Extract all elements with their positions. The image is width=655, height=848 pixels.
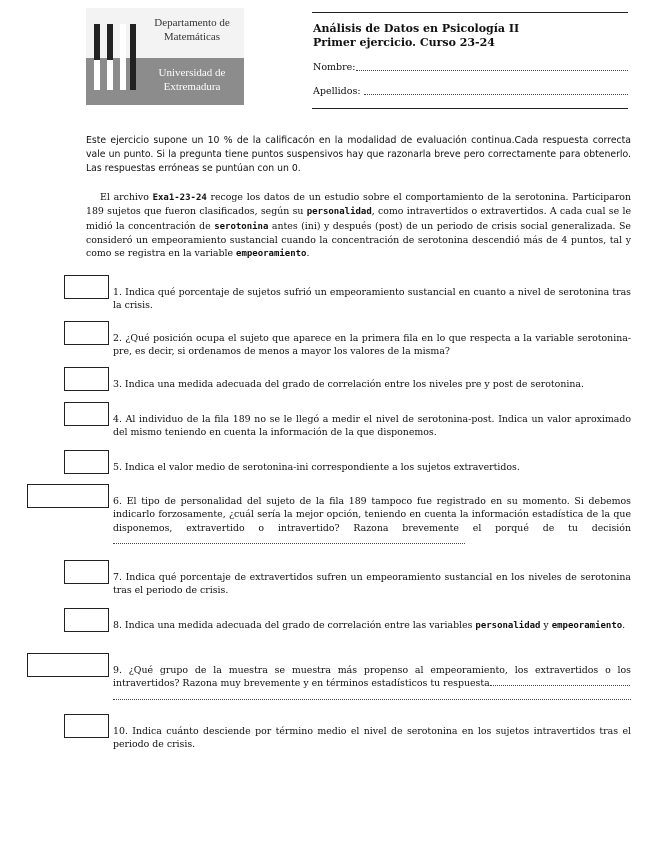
nombre-label: Nombre: bbox=[313, 62, 356, 73]
answer-box-4[interactable] bbox=[64, 402, 109, 426]
variable-personalidad: personalidad bbox=[306, 207, 372, 218]
question-1: 1. Indica qué porcentaje de sujetos sufrió un empeoramiento sustancial en cuanto a nivel de serotonina tras la crisis. bbox=[113, 287, 631, 312]
logo-dept-line1: Departamento de bbox=[154, 17, 230, 29]
statement-text: recoge los datos de un estudio sobre el comportamiento de la serotonina. Participaron 189 sujetos que fueron clasificados, según su bbox=[86, 192, 631, 218]
statement-text: El archivo bbox=[100, 192, 153, 203]
exam-title-line2: Primer ejercicio. Curso 23-24 bbox=[313, 36, 495, 49]
answer-box-5[interactable] bbox=[64, 450, 109, 474]
question-5: 5. Indica el valor medio de serotonina-ini correspondiente a los sujetos extravertidos. bbox=[113, 462, 520, 473]
answer-box-7[interactable] bbox=[64, 560, 109, 584]
header-bottom-rule bbox=[312, 108, 628, 109]
logo-dept-text bbox=[142, 16, 242, 44]
question-3: 3. Indica una medida adecuada del grado de correlación entre los niveles pre y post de serotonina. bbox=[113, 379, 584, 390]
question-8-text: . bbox=[622, 620, 626, 631]
exam-title-line1: Análisis de Datos en Psicología II bbox=[313, 22, 520, 35]
statement-text: antes (ini) y después (post) de un periodo de crisis social generalizada. Se consideró un empeoramiento sustancial cuando la concentración de serotonina descendió más de 4 puntos, tal y como se registra en la variable bbox=[86, 220, 631, 260]
question-10: 10. Indica cuánto desciende por término medio el nivel de serotonina en los sujetos intravertidos tras el periodo de crisis. bbox=[113, 726, 631, 751]
instructions: Este ejercicio supone un 10 % de la calificacón en la modalidad de evaluación continua.Cada respuesta correcta vale un punto. Si la pregunta tiene puntos suspensivos hay que razonarla breve pero correctamente para obtenerlo. Las respuestas erróneas se puntúan con un 0. bbox=[86, 135, 631, 174]
question-6 bbox=[113, 495, 631, 548]
question-7: 7. Indica qué porcentaje de extravertidos sufren un empeoramiento sustancial en los niveles de serotonina tras el periodo de crisis. bbox=[113, 572, 631, 597]
variable-personalidad: personalidad bbox=[475, 621, 541, 631]
apellidos-field[interactable] bbox=[364, 94, 628, 95]
header-top-rule bbox=[312, 12, 628, 13]
answer-line-6[interactable] bbox=[113, 535, 465, 544]
exam-title bbox=[313, 22, 519, 50]
variable-empeoramiento: empeoramiento bbox=[551, 621, 623, 631]
nombre-field[interactable] bbox=[356, 70, 628, 71]
answer-box-1[interactable] bbox=[64, 275, 109, 299]
columns-icon bbox=[92, 14, 138, 100]
question-9 bbox=[113, 664, 631, 704]
answer-line-9b[interactable] bbox=[113, 691, 631, 700]
question-8-text: 8. Indica una medida adecuada del grado de correlación entre las variables bbox=[113, 620, 476, 631]
file-name: Exa1-23-24 bbox=[152, 193, 207, 203]
apellidos-label: Apellidos: bbox=[313, 86, 361, 97]
statement-text: , como intravertidos o extravertidos. A cada cual se le midió la concentración de bbox=[86, 206, 631, 232]
problem-statement bbox=[86, 191, 631, 261]
question-8-text: y bbox=[540, 620, 552, 631]
answer-box-2[interactable] bbox=[64, 321, 109, 345]
variable-serotonina: serotonina bbox=[214, 221, 269, 232]
question-6-text: 6. El tipo de personalidad del sujeto de la fila 189 tampoco fue registrado en su momento. Si debemos indicarlo forzosamente, ¿cuál sería la mejor opción, teniendo en cuenta la información estadística de la que disponemos, extravertido o intravertido? Razona brevemente el porqué de tu decisión bbox=[113, 496, 631, 534]
question-2: 2. ¿Qué posición ocupa el sujeto que aparece en la primera fila en lo que respecta a la variable serotonina-pre, es decir, si ordenamos de menos a mayor los valores de la misma? bbox=[113, 333, 631, 358]
question-9-text: 9. ¿Qué grupo de la muestra se muestra más propenso al empeoramiento, los extravertidos o los intravertidos? Razona muy brevemente y en términos estadísticos tu respuesta bbox=[113, 665, 631, 690]
question-4: 4. Al individuo de la fila 189 no se le llegó a medir el nivel de serotonina-post. Indica un valor aproximado del mismo teniendo en cuenta la información de la que disponemos. bbox=[113, 414, 631, 439]
answer-box-8[interactable] bbox=[64, 608, 109, 632]
statement-text: . bbox=[306, 248, 310, 260]
logo-univ-text bbox=[142, 66, 242, 94]
logo-univ-line2: Extremadura bbox=[163, 81, 221, 93]
logo-univ-line1: Universidad de bbox=[158, 67, 226, 79]
university-logo bbox=[86, 8, 244, 105]
answer-box-9[interactable] bbox=[27, 653, 109, 677]
answer-box-3[interactable] bbox=[64, 367, 109, 391]
answer-line-9[interactable] bbox=[490, 677, 630, 686]
answer-box-10[interactable] bbox=[64, 714, 109, 738]
question-8 bbox=[113, 619, 631, 633]
logo-dept-line2: Matemáticas bbox=[163, 31, 221, 43]
answer-box-6[interactable] bbox=[27, 484, 109, 508]
variable-empeoramiento: empeoramiento bbox=[236, 249, 307, 260]
